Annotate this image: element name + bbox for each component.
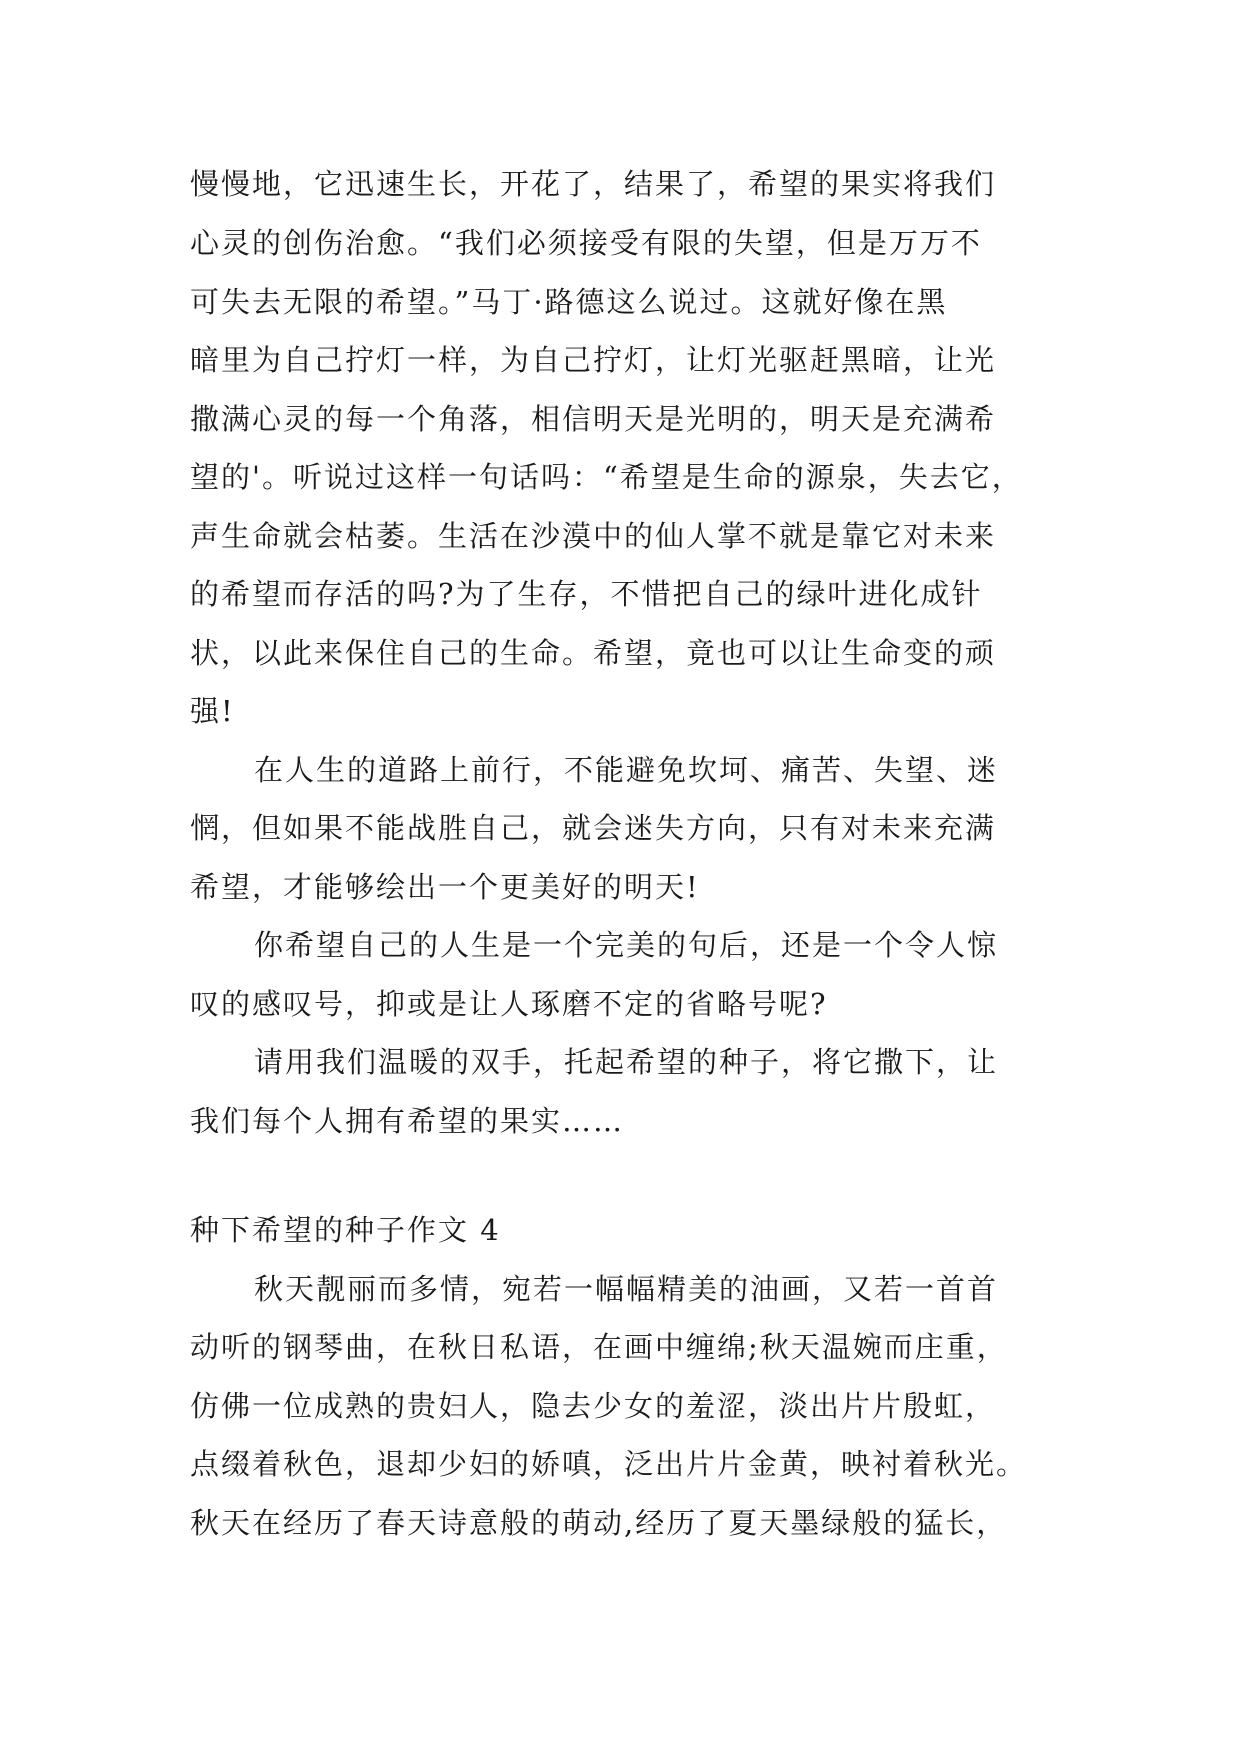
paragraph-line: 强!: [190, 694, 235, 728]
paragraph-line: 仿佛一位成熟的贵妇人，隐去少女的羞涩，淡出片片殷虹，: [190, 1389, 997, 1423]
paragraph-line: 可失去无限的希望。”马丁·路德这么说过。这就好像在黑: [190, 285, 948, 319]
paragraph-line: 惘，但如果不能战胜自己，就会迷失方向，只有对未来充满: [190, 811, 997, 845]
paragraph-line: 秋天靓丽而多情，宛若一幅幅精美的油画，又若一首首: [254, 1272, 999, 1306]
paragraph-line: 的希望而存活的吗?为了生存，不惜把自己的绿叶进化成针: [190, 577, 983, 611]
paragraph-line: 请用我们温暖的双手，托起希望的种子，将它撒下，让: [254, 1045, 999, 1079]
paragraph-line: 暗里为自己拧灯一样，为自己拧灯，让灯光驱赶黑暗，让光: [190, 343, 997, 377]
paragraph-line: 望的'。听说过这样一句话吗：“希望是生命的源泉，失去它，: [190, 460, 1023, 494]
section-heading: 种下希望的种子作文 4: [190, 1213, 501, 1247]
paragraph-line: 叹的感叹号，抑或是让人琢磨不定的省略号呢?: [190, 987, 828, 1021]
paragraph-line: 动听的钢琴曲，在秋日私语，在画中缠绵;秋天温婉而庄重，: [190, 1330, 1008, 1364]
paragraph-line: 撒满心灵的每一个角落，相信明天是光明的，明天是充满希: [190, 402, 997, 436]
paragraph-line: 我们每个人拥有希望的果实……: [190, 1104, 625, 1138]
paragraph-line: 状，以此来保住自己的生命。希望，竟也可以让生命变的顽: [190, 636, 997, 670]
paragraph-line: 你希望自己的人生是一个完美的句后，还是一个令人惊: [254, 928, 999, 962]
paragraph-line: 点缀着秋色，退却少妇的娇嗔，泛出片片金黄，映衬着秋光。: [190, 1447, 1028, 1481]
paragraph-line: 在人生的道路上前行，不能避免坎坷、痛苦、失望、迷: [254, 753, 999, 787]
paragraph-line: 慢慢地，它迅速生长，开花了，结果了，希望的果实将我们: [190, 167, 997, 201]
paragraph-line: 声生命就会枯萎。生活在沙漠中的仙人掌不就是靠它对未来: [190, 519, 997, 553]
paragraph-line: 心灵的创伤治愈。“我们必须接受有限的失望，但是万万不: [190, 226, 982, 260]
paragraph-line: 希望，才能够绘出一个更美好的明天!: [190, 870, 700, 904]
paragraph-line: 秋天在经历了春天诗意般的萌动,经历了夏天墨绿般的猛长，: [190, 1506, 1008, 1540]
